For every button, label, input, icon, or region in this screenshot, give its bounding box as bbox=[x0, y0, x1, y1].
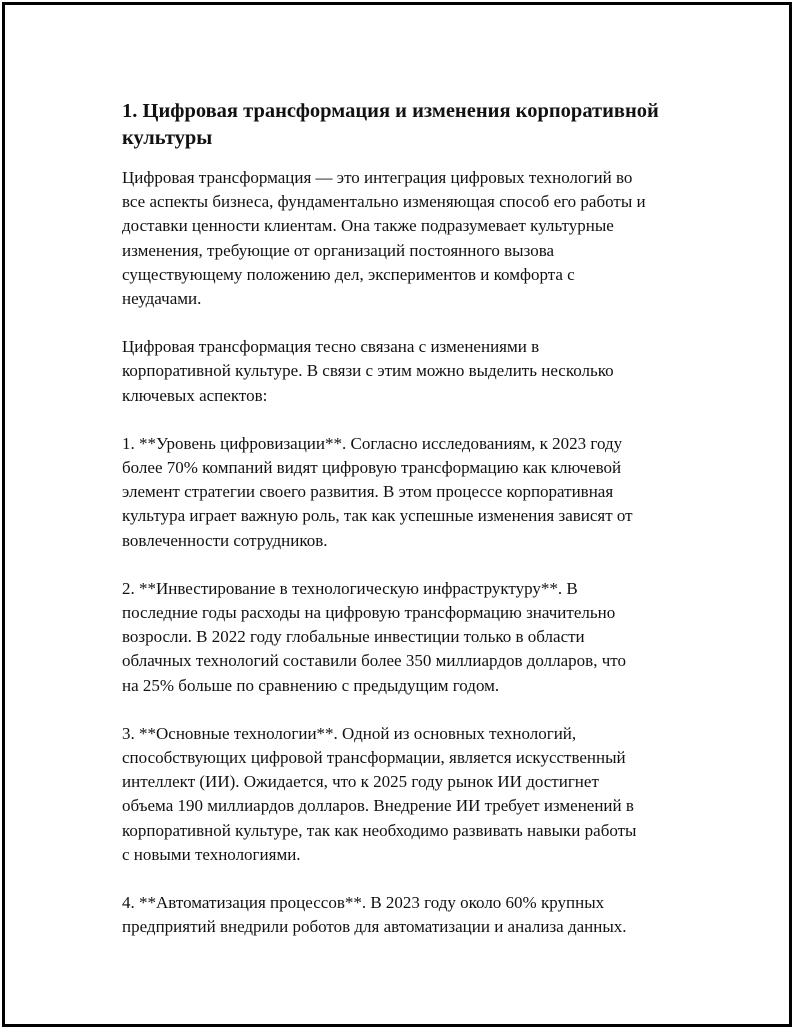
paragraph-process-automation: 4. **Автоматизация процессов**. В 2023 году около 60% крупных предприятий внедрили роботов для автоматизации и анализа данных. bbox=[122, 893, 627, 937]
document-content bbox=[122, 98, 702, 963]
paragraph-culture: Цифровая трансформация тесно связана с изменениями в корпоративной культуре. В связи с этим можно выделить несколько ключевых аспектов: bbox=[122, 337, 614, 405]
paragraph-digitalization-level: 1. **Уровень цифровизации**. Согласно исследованиям, к 2023 году более 70% компаний видят цифровую трансформацию как ключевой элемент стратегии своего развития. В этом процессе корпоративная культура играет важную роль, так как успешные изменения зависят от вовлеченности сотрудников. bbox=[122, 433, 633, 550]
paragraph-intro: Цифровая трансформация — это интеграция цифровых технологий во все аспекты бизнеса, фундаментально изменяющая способ его работы и доставки ценности клиентам. Она также подразумевает культурные изменения, требующие от организаций постоянного вызова существующему положению дел, экспериментов и комфорта с неудачами. bbox=[122, 168, 646, 309]
paragraph-list bbox=[122, 166, 702, 939]
paragraph-core-technologies: 3. **Основные технологии**. Одной из основных технологий, способствующих цифровой трансформации, является искусственный интеллект (ИИ). Ожидается, что к 2025 году рынок ИИ достигнет объема 190 миллиардов долларов. Внедрение ИИ требует изменений в корпоративной культуре, так как необходимо развивать навыки работы с новыми технологиями. bbox=[122, 723, 637, 864]
paragraph-infrastructure-investment: 2. **Инвестирование в технологическую инфраструктуру**. В последние годы расходы на цифровую трансформацию значительно возросли. В 2022 году глобальные инвестиции только в области облачных технологий составили более 350 миллиардов долларов, что на 25% больше по сравнению с предыдущим годом. bbox=[122, 578, 626, 695]
section-heading: 1. Цифровая трансформация и изменения корпоративной культуры bbox=[122, 100, 659, 149]
document-page bbox=[2, 2, 792, 1027]
